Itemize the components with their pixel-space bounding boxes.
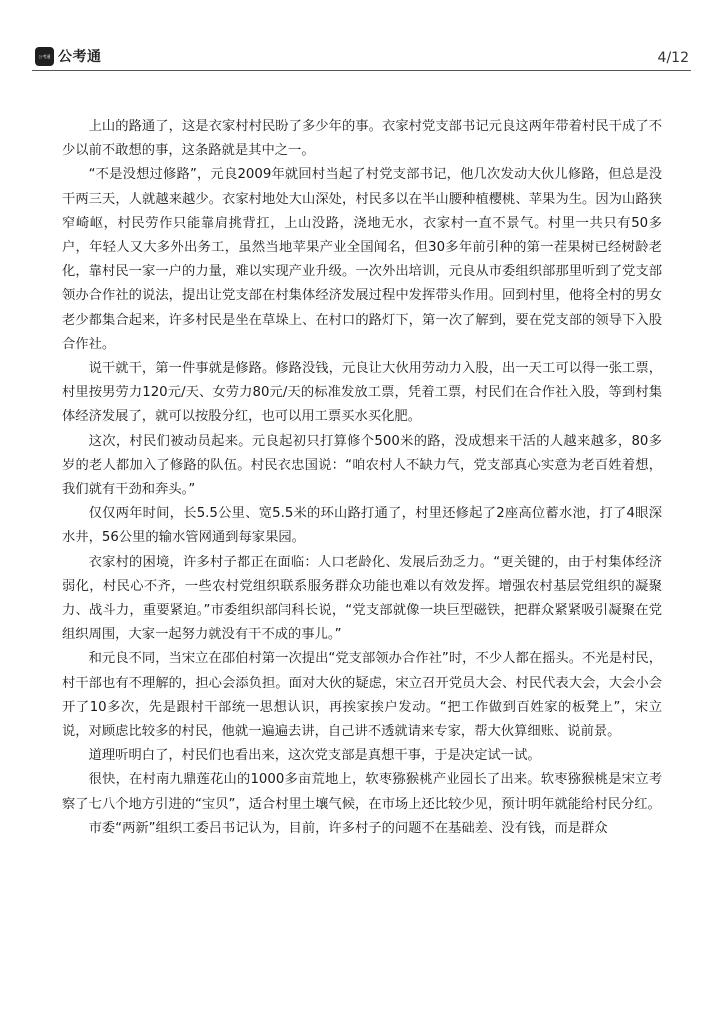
paragraph-6: 衣家村的困境，许多村子都正在面临：人口老龄化、发展后劲乏力。“更关键的，由于村集体经济弱化，村民心不齐，一些农村党组织联系服务群众功能也难以有效发挥。增强农村基层党组织的凝聚力、战斗力，重要紧迫。”市委组织部闫科长说，“党支部就像一块巨型磁铁，把群众紧紧吸引凝聚在党组织周围，大家一起努力就没有干不成的事儿。” xyxy=(62,554,662,643)
page-number: 4/12 xyxy=(657,50,689,66)
paragraph-3: 说干就干，第一件事就是修路。修路没钱，元良让大伙用劳动力入股，出一天工可以得一张工票，村里按男劳力120元/天、女劳力80元/天的标准发放工票，凭着工票，村民们在合作社入股，等到村集体经济发展了，就可以按股分红，也可以用工票买水买化肥。 xyxy=(62,361,662,425)
paragraph-8: 道理听明白了，村民们也看出来，这次党支部是真想干事，于是决定试一试。 xyxy=(88,748,541,764)
paragraph-9: 很快，在村南九鼎莲花山的1000多亩荒地上，软枣猕猴桃产业园长了出来。软枣猕猴桃是宋立考察了七八个地方引进的“宝贝”，适合村里土壤气候，在市场上还比较少见，预计明年就能给村民分红。 xyxy=(62,772,662,812)
paragraph-4: 这次，村民们被动员起来。元良起初只打算修个500米的路，没成想来干活的人越来越多，80多岁的老人都加入了修路的队伍。村民衣忠国说：“咱农村人不缺力气，党支部真心实意为老百姓着想，我们就有干劲和奔头。” xyxy=(62,433,662,498)
paragraph-2: “不是没想过修路”，元良2009年就回村当起了村党支部书记，他几次发动大伙儿修路，但总是没干两三天，人就越来越少。衣家村地处大山深处，村民多以在半山腰种植樱桃、苹果为生。因为山路狭窄崎岖，村民劳作只能靠肩挑背扛，上山没路，浇地无水，衣家村一直不景气。村里一共只有50多户，年轻人又大多外出务工，虽然当地苹果产业全国闻名，但30多年前引种的第一茬果树已经树龄老化，靠村民一家一户的力量，难以实现产业升级。一次外出培训，元良从市委组织部那里听到了党支部领办合作社的说法，提出让党支部在村集体经济发展过程中发挥带头作用。回到村里，他将全村的男女老少都集合起来，许多村民是坐在草垛上、在村口的路灯下，第一次了解到，要在党支部的领导下入股合作社。 xyxy=(62,167,662,352)
logo-icon: 公考通 xyxy=(35,47,54,66)
page-header xyxy=(32,40,691,71)
paragraph-1: 上山的路通了，这是衣家村村民盼了多少年的事。衣家村党支部书记元良这两年带着村民干成了不少以前不敢想的事，这条路就是其中之一。 xyxy=(62,119,662,159)
paragraph-7: 和元良不同，当宋立在邵伯村第一次提出“党支部领办合作社”时，不少人都在摇头。不光是村民，村干部也有不理解的，担心会添负担。面对大伙的疑虑，宋立召开党员大会、村民代表大会，大会小会开了10多次，先是跟村干部统一思想认识，再挨家挨户发动。“把工作做到百姓家的板凳上”，宋立说，对顾虑比较多的村民，他就一遍遍去讲，自己讲不透就请来专家，帮大伙算细账、说前景。 xyxy=(62,651,662,740)
paragraph-10: 市委“两新”组织工委吕书记认为，目前，许多村子的问题不在基础差、没有钱，而是群众 xyxy=(88,820,608,836)
paragraph-5: 仅仅两年时间，长5.5公里、宽5.5米的环山路打通了，村里还修起了2座高位蓄水池，打了4眼深水井，56公里的输水管网通到每家果园。 xyxy=(62,506,662,546)
logo-text: 公考通 xyxy=(58,49,102,65)
article-body xyxy=(62,115,662,841)
